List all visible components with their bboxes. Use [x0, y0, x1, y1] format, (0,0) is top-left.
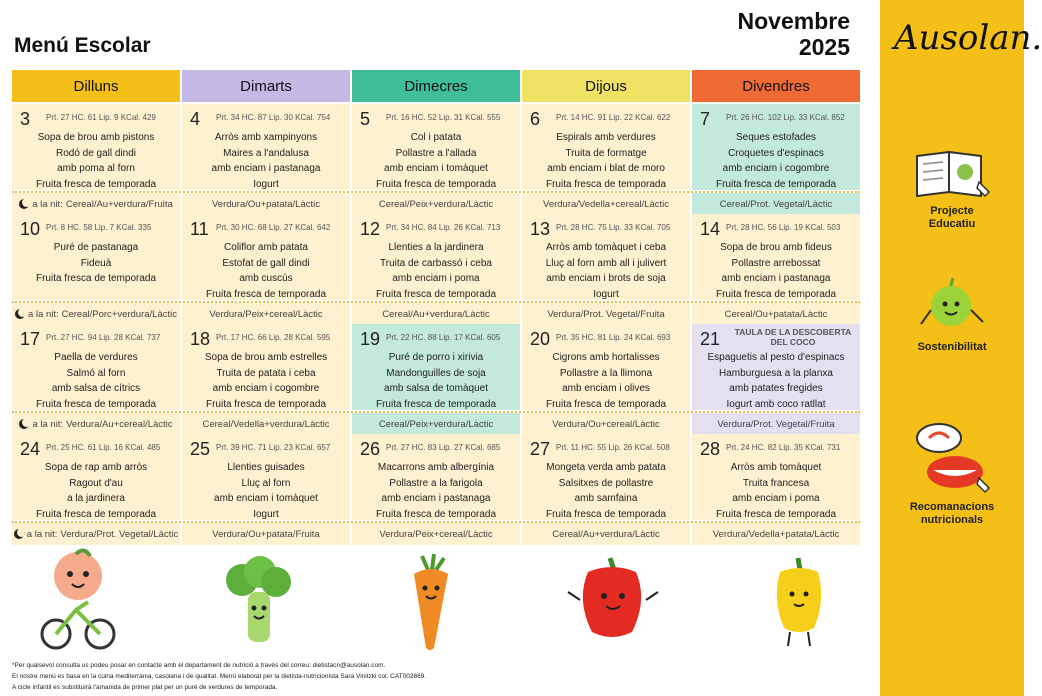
- page-title: Menú Escolar: [14, 34, 151, 57]
- night-text: Cereal/Au+verdura/Làctic: [382, 308, 490, 320]
- day-number: 19: [360, 329, 381, 349]
- nutrition-info: Prt. 35 HC. 81 Lip. 24 KCal. 693: [556, 333, 671, 342]
- menu-item: amb enciam i blat de moro: [547, 163, 665, 174]
- menu-list: [182, 350, 350, 412]
- menu-item: amb enciam i poma: [392, 273, 480, 284]
- day-cell: [352, 434, 520, 520]
- nutrition-info: Prt. 34 HC. 84 Lip. 26 KCal. 713: [386, 223, 501, 232]
- menu-list: [692, 130, 860, 192]
- day-number: 13: [530, 219, 551, 239]
- night-suggestion: [12, 193, 180, 215]
- day-number: 24: [20, 439, 41, 459]
- day-cell: [12, 214, 180, 300]
- menu-item: Coliflor amb patata: [224, 242, 308, 253]
- night-suggestion: [352, 303, 520, 325]
- day-number: 18: [190, 329, 211, 349]
- nutrition-info: Prt. 25 HC. 61 Lip. 16 KCal. 485: [46, 443, 161, 452]
- nutrition-info: Prt. 27 HC. 61 Lip. 9 KCal. 429: [46, 113, 156, 122]
- menu-item: Fruita fresca de temporada: [35, 508, 157, 520]
- night-suggestion: [182, 413, 350, 435]
- menu-item: Truita de patata i ceba: [216, 367, 316, 379]
- menu-item: Espirals amb verdures: [556, 132, 656, 143]
- day-cell: [522, 324, 690, 410]
- menu-item: Iogurt: [253, 178, 279, 190]
- night-prefix: a la nit:: [26, 528, 58, 540]
- menu-item: Rodó de gall dindi: [55, 147, 137, 159]
- menu-item: amb enciam i pastanaga: [721, 273, 831, 284]
- nutrition-info: Prt. 14 HC. 91 Lip. 22 KCal. 622: [556, 113, 671, 122]
- menu-item: Arròs amb xampinyons: [214, 132, 318, 143]
- night-text: Verdura/Vedella+cereal/Làctic: [543, 198, 669, 210]
- menu-item: Sopa de brou amb fideus: [720, 242, 832, 253]
- nutrition-info: Prt. 34 HC. 87 Lip. 30 KCal. 754: [216, 113, 331, 122]
- menu-item: Truita de carbassó i ceba: [380, 257, 492, 269]
- menu-item: amb enciam i brots de soja: [546, 273, 666, 284]
- day-cell: [522, 214, 690, 300]
- night-text: Verdura/Prot. Vegetal/Fruita: [547, 308, 665, 320]
- day-number: 28: [700, 439, 721, 459]
- day-number: 14: [700, 219, 721, 239]
- night-text: Cereal/Ou+patata/Làctic: [724, 308, 828, 320]
- menu-item: Fruita fresca de temporada: [35, 178, 157, 190]
- menu-list: [352, 460, 520, 522]
- menu-item: Mongeta verda amb patata: [546, 462, 666, 473]
- night-text: Cereal/Au+verdura/Làctic: [552, 528, 660, 540]
- nutrition-info: Prt. 27 HC. 94 Lip. 28 KCal. 737: [46, 333, 161, 342]
- menu-item: Fruita fresca de temporada: [35, 398, 157, 410]
- menu-item: Fruita fresca de temporada: [715, 178, 837, 190]
- night-text: Cereal/Porc+verdura/Làctic: [61, 308, 177, 320]
- night-text: Cereal/Peix+verdura/Làctic: [378, 198, 494, 210]
- nutrition-info: Prt. 28 HC. 56 Lip. 19 KCal. 503: [726, 223, 841, 232]
- sidebar-item-recomanacions[interactable]: [880, 420, 1024, 527]
- night-suggestion: [692, 413, 860, 435]
- night-suggestion: [352, 193, 520, 215]
- menu-list: [522, 240, 690, 302]
- menu-item: Iogurt: [593, 288, 619, 300]
- menu-item: Truita de formatge: [565, 147, 647, 159]
- red-pepper-illustration: [566, 556, 660, 640]
- menu-item: Lluç al forn amb all i julivert: [545, 257, 667, 269]
- nutrition-info: Prt. 24 HC. 82 Lip. 35 KCal. 731: [726, 443, 841, 452]
- menu-item: amb enciam i tomàquet: [384, 163, 488, 174]
- day-cell: [692, 324, 860, 410]
- day-number: 25: [190, 439, 211, 459]
- menu-item: amb patates fregides: [729, 383, 823, 394]
- menu-item: Sopa de brou amb estrelles: [204, 352, 328, 363]
- menu-item: Sopa de brou amb pistons: [37, 132, 155, 143]
- day-cell: [182, 214, 350, 300]
- day-number: 17: [20, 329, 41, 349]
- menu-list: [182, 240, 350, 302]
- footer-note: El nostre menú es basa en la cuina mediterrània, casolana i de qualitat. Menú elaborat per la dietista-nutricionista Sara Vinitzki col. CAT002669.: [12, 673, 427, 680]
- night-text: Verdura/Ou+patata/Fruita: [212, 528, 320, 540]
- menu-item: amb cuscús: [239, 273, 293, 284]
- night-suggestion: [352, 413, 520, 435]
- mouth-icon: [909, 420, 995, 496]
- menu-item: amb enciam i cogombre: [722, 163, 830, 174]
- day-number: 20: [530, 329, 551, 349]
- menu-item: Pollastre a l'allada: [395, 147, 477, 159]
- menu-item: Fruita fresca de temporada: [35, 273, 157, 284]
- nutrition-info: Prt. 28 HC. 75 Lip. 33 KCal. 705: [556, 223, 671, 232]
- menu-list: [692, 460, 860, 522]
- night-suggestion: [12, 303, 180, 325]
- nutrition-info: Prt. 39 HC. 71 Lip. 23 KCal. 657: [216, 443, 331, 452]
- menu-list: [12, 130, 180, 192]
- menu-item: Puré de porro i xirivia: [388, 352, 484, 363]
- night-text: Verdura/Peix+cereal/Làctic: [379, 528, 493, 540]
- day-cell: [352, 104, 520, 190]
- theme-title: TAULA DE LA DESCOBERTA DEL COCO: [734, 327, 852, 347]
- day-header-dijous: Dijous: [522, 70, 690, 102]
- menu-item: Fruita fresca de temporada: [375, 398, 497, 410]
- carrot-illustration: [404, 552, 458, 652]
- nutrition-info: Prt. 30 HC. 68 Lip. 27 KCal. 642: [216, 223, 331, 232]
- moon-icon: [15, 309, 25, 319]
- menu-item: Ragout d'au: [69, 477, 123, 489]
- menu-item: Fruita fresca de temporada: [375, 288, 497, 300]
- ausolan-logo: Ausolan.: [894, 18, 1042, 58]
- menu-item: amb enciam i pastanaga: [211, 163, 321, 174]
- menu-item: Fideuà: [80, 257, 112, 269]
- night-suggestion: [352, 523, 520, 545]
- menu-item: Fruita fresca de temporada: [545, 398, 667, 410]
- menu-list: [352, 130, 520, 192]
- menu-list: [522, 460, 690, 522]
- menu-item: Mandonguilles de soja: [386, 367, 486, 379]
- day-cell: [12, 104, 180, 190]
- day-cell: [522, 434, 690, 520]
- night-text: Cereal/Au+verdura/Fruita: [65, 198, 173, 210]
- menu-item: Fruita fresca de temporada: [715, 508, 837, 520]
- night-suggestion: [522, 413, 690, 435]
- day-cell: [692, 434, 860, 520]
- night-suggestion: [692, 303, 860, 325]
- book-icon: [909, 142, 995, 200]
- footer-notes: [12, 660, 426, 693]
- day-cell: [352, 214, 520, 300]
- night-text: Verdura/Peix+cereal/Làctic: [209, 308, 323, 320]
- menu-list: [182, 460, 350, 522]
- night-text: Verdura/Ou+cereal/Làctic: [552, 418, 660, 430]
- month-label: Novembre: [737, 8, 850, 34]
- menu-item: Sopa de rap amb arròs: [44, 462, 148, 473]
- day-number: 6: [530, 109, 541, 129]
- footer-note: A cicle infantil es substituirà l'amanida de primer plat per un puré de verdures de temporada.: [12, 684, 278, 691]
- night-suggestion: [522, 193, 690, 215]
- menu-item: Salmó al forn: [66, 367, 126, 379]
- menu-list: [12, 460, 180, 522]
- menu-item: Croquetes d'espinacs: [728, 147, 824, 159]
- menu-list: [352, 350, 520, 412]
- night-text: Cereal/Peix+verdura/Làctic: [378, 418, 494, 430]
- moon-icon: [19, 199, 29, 209]
- day-cell: [692, 214, 860, 300]
- nutrition-info: Prt. 26 HC. 102 Lip. 33 KCal. 852: [726, 113, 845, 122]
- menu-item: Macarrons amb albergínia: [377, 462, 495, 473]
- menu-item: a la jardinera: [67, 493, 125, 504]
- day-cell: [182, 434, 350, 520]
- menu-item: Col i patata: [410, 132, 462, 143]
- day-header-divendres: Divendres: [692, 70, 860, 102]
- menu-item: Cigrons amb hortalisses: [552, 352, 660, 363]
- menu-item: Puré de pastanaga: [53, 242, 139, 253]
- menu-item: Arròs amb tomàquet: [730, 462, 822, 473]
- day-number: 27: [530, 439, 551, 459]
- night-suggestion: [522, 523, 690, 545]
- moon-icon: [14, 529, 24, 539]
- day-cell: [182, 104, 350, 190]
- peach-cyclist-illustration: [36, 550, 120, 654]
- menu-item: amb samfaina: [574, 493, 638, 504]
- menu-item: Arròs amb tomàquet i ceba: [545, 242, 667, 253]
- menu-item: Fruita fresca de temporada: [375, 508, 497, 520]
- sidebar-item-label: Projecte: [930, 205, 974, 217]
- day-cell: [522, 104, 690, 190]
- nutrition-info: Prt. 8 HC. 58 Lip. 7 KCal. 335: [46, 223, 152, 232]
- apple-icon: [909, 276, 995, 336]
- menu-item: Lluç al forn: [241, 477, 291, 489]
- menu-item: Iogurt: [253, 508, 279, 520]
- sidebar-item-sostenibilitat[interactable]: [880, 276, 1024, 354]
- sidebar-item-label: nutricionals: [920, 514, 984, 526]
- menu-item: amb enciam i olives: [562, 383, 650, 394]
- day-number: 26: [360, 439, 381, 459]
- menu-item: amb salsa de tomàquet: [384, 383, 488, 394]
- night-suggestion: [182, 303, 350, 325]
- menu-item: Estofat de gall dindi: [222, 257, 310, 269]
- day-number: 3: [20, 109, 31, 129]
- day-number: 21: [700, 329, 721, 349]
- menu-list: [522, 130, 690, 192]
- nutrition-info: Prt. 11 HC. 55 Lip. 26 KCal. 508: [556, 443, 670, 452]
- menu-list: [352, 240, 520, 302]
- menu-item: Fruita fresca de temporada: [375, 178, 497, 190]
- day-cell: [352, 324, 520, 410]
- menu-item: Fruita fresca de temporada: [715, 288, 837, 300]
- night-prefix: a la nit:: [32, 198, 63, 210]
- night-suggestion: [12, 413, 180, 435]
- menu-list: [522, 350, 690, 412]
- menu-item: Fruita fresca de temporada: [545, 178, 667, 190]
- night-text: Verdura/Au+cereal/Làctic: [66, 418, 173, 430]
- footer-note: *Per qualsevol consulta us podeu posar en contacte amb el departament de nutrició a través del correu: dietistacn@ausolan.com.: [12, 662, 386, 669]
- day-number: 10: [20, 219, 41, 239]
- day-cell: [692, 104, 860, 190]
- nutrition-info: Prt. 17 HC. 66 Lip. 28 KCal. 595: [216, 333, 331, 342]
- menu-item: Hamburguesa a la planxa: [719, 367, 833, 379]
- night-suggestion: [522, 303, 690, 325]
- night-suggestion: [12, 523, 180, 545]
- menu-item: Llenties a la jardinera: [388, 242, 484, 253]
- night-text: Verdura/Prot. Vegetal/Fruita: [717, 418, 835, 430]
- night-text: Verdura/Prot. Vegetal/Làctic: [60, 528, 179, 540]
- nutrition-info: Prt. 27 HC. 83 Lip. 27 KCal. 685: [386, 443, 501, 452]
- night-prefix: a la nit:: [27, 308, 59, 320]
- menu-item: amb poma al forn: [57, 163, 135, 174]
- night-prefix: a la nit:: [32, 418, 64, 430]
- menu-list: [692, 350, 860, 412]
- menu-item: Iogurt amb coco ratllat: [726, 398, 826, 410]
- night-suggestion: [692, 193, 860, 215]
- menu-item: Truita francesa: [742, 477, 810, 489]
- menu-item: Espaguetis al pesto d'espinacs: [707, 352, 845, 363]
- menu-item: Fruita fresca de temporada: [205, 288, 327, 300]
- menu-item: amb enciam i pastanaga: [381, 493, 491, 504]
- menu-item: Llenties guisades: [227, 462, 305, 473]
- menu-item: Paella de verdures: [54, 352, 138, 363]
- day-header-dilluns: Dilluns: [12, 70, 180, 102]
- sidebar-item-label: Educatiu: [928, 218, 976, 230]
- night-text: Verdura/Ou+patata/Làctic: [211, 198, 320, 210]
- menu-item: Fruita fresca de temporada: [205, 398, 327, 410]
- day-header-dimarts: Dimarts: [182, 70, 350, 102]
- menu-item: amb enciam i poma: [732, 493, 820, 504]
- menu-item: amb salsa de cítrics: [51, 383, 141, 394]
- menu-item: Maires a l'andalusa: [223, 147, 309, 159]
- night-suggestion: [182, 193, 350, 215]
- sidebar-item-projecte-educatiu[interactable]: [880, 142, 1024, 231]
- nutrition-info: Prt. 22 HC. 88 Lip. 17 KCal. 605: [386, 333, 501, 342]
- menu-list: [692, 240, 860, 302]
- menu-item: Seques estofades: [735, 132, 817, 143]
- night-suggestion: [692, 523, 860, 545]
- menu-item: Pollastre a la farigola: [389, 477, 483, 489]
- day-cell: [12, 324, 180, 410]
- menu-list: [182, 130, 350, 192]
- night-text: Cereal/Prot. Vegetal/Làctic: [719, 198, 833, 210]
- menu-item: amb enciam i tomàquet: [214, 493, 318, 504]
- menu-item: Pollastre arrebossat: [731, 257, 821, 269]
- sidebar-item-label: Recomanacions: [909, 501, 995, 513]
- day-header-dimecres: Dimecres: [352, 70, 520, 102]
- night-suggestion: [182, 523, 350, 545]
- sidebar: [880, 0, 1042, 696]
- day-number: 5: [360, 109, 371, 129]
- month-year: [690, 8, 850, 60]
- night-text: Cereal/Vedella+verdura/Làctic: [202, 418, 330, 430]
- yellow-pepper-illustration: [764, 556, 834, 648]
- nutrition-info: Prt. 16 HC. 52 Lip. 31 KCal. 555: [386, 113, 501, 122]
- year-label: 2025: [798, 34, 850, 60]
- day-number: 12: [360, 219, 381, 239]
- sidebar-item-label: Sostenibilitat: [917, 341, 987, 353]
- day-number: 11: [190, 219, 209, 239]
- menu-item: Pollastre a la llimona: [559, 367, 653, 379]
- menu-item: Fruita fresca de temporada: [545, 508, 667, 520]
- moon-icon: [19, 419, 29, 429]
- menu-item: Salsitxes de pollastre: [558, 477, 654, 489]
- broccoli-illustration: [220, 556, 296, 648]
- menu-list: [12, 350, 180, 412]
- menu-list: [12, 240, 180, 287]
- day-number: 4: [190, 109, 201, 129]
- day-cell: [12, 434, 180, 520]
- day-cell: [182, 324, 350, 410]
- day-number: 7: [700, 109, 711, 129]
- menu-item: amb enciam i cogombre: [212, 383, 320, 394]
- night-text: Verdura/Vedella+patata/Làctic: [712, 528, 840, 540]
